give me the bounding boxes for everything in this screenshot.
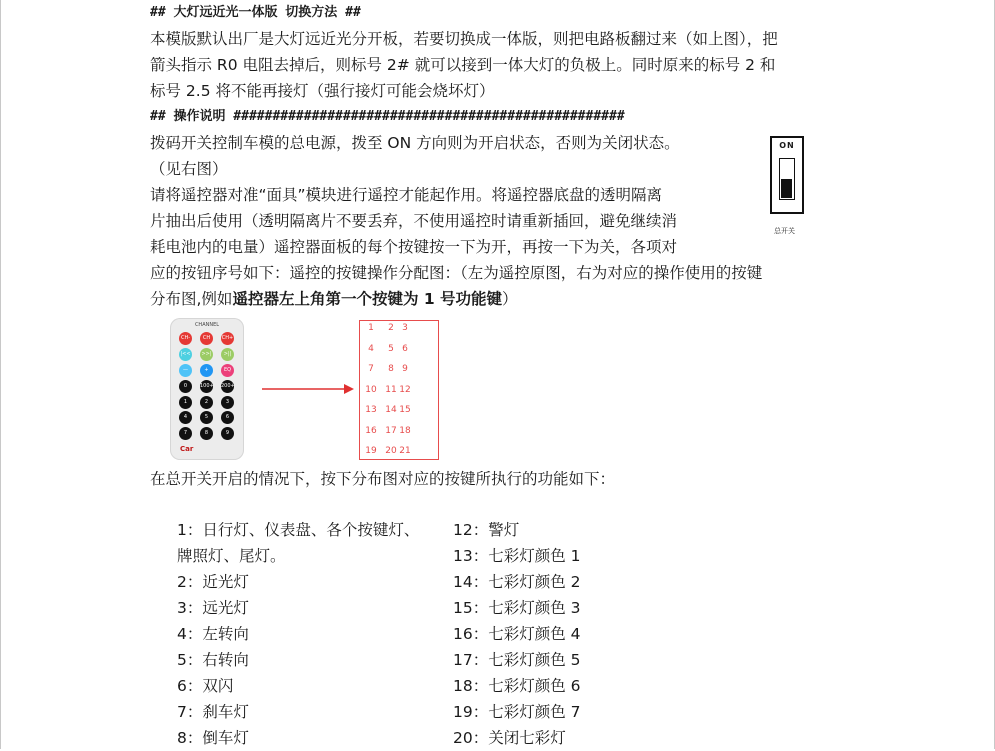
remote-button: 0 [179, 380, 192, 393]
remote-button: CH- [179, 332, 192, 345]
grid-button-number: 2 [388, 323, 394, 333]
remote-button: 6 [221, 411, 234, 424]
paragraph-line: 耗电池内的电量）遥控器面板的每个按键按一下为开，再按一下为关，各项对 [150, 238, 678, 256]
grid-button-number: 12 [399, 384, 411, 395]
remote-button: 2 [200, 396, 213, 409]
remote-control-figure [170, 318, 244, 460]
grid-button-number: 3 [402, 323, 408, 333]
remote-button: 9 [221, 427, 234, 440]
section-heading-switch-method: ## 大灯远近光一体版 切换方法 ## [150, 5, 361, 20]
function-item: 17：七彩灯颜色 5 [453, 651, 581, 669]
function-item: 7：刹车灯 [177, 703, 249, 721]
function-item: 14：七彩灯颜色 2 [453, 573, 581, 591]
function-item: 1：日行灯、仪表盘、各个按键灯、 [177, 521, 420, 539]
remote-button: 7 [179, 427, 192, 440]
remote-button: >>| [200, 348, 213, 361]
function-item: 18：七彩灯颜色 6 [453, 677, 581, 695]
grid-button-number: 15 [399, 405, 411, 415]
function-item: 15：七彩灯颜色 3 [453, 599, 581, 617]
paragraph-line: （见右图） [150, 160, 228, 178]
section-heading-operation: ## 操作说明 ################################################## [150, 109, 625, 124]
function-item: 12：警灯 [453, 521, 520, 539]
function-item: 16：七彩灯颜色 4 [453, 625, 581, 643]
remote-button: — [179, 364, 192, 377]
function-item: 19：七彩灯颜色 7 [453, 703, 581, 721]
paragraph-line: 应的按钮序号如下：遥控的按键操作分配图：（左为遥控原图，右为对应的操作使用的按键 [150, 264, 763, 282]
grid-button-number: 1 [368, 323, 374, 333]
remote-button: CH+ [221, 332, 234, 345]
grid-button-number: 20 [385, 446, 397, 456]
grid-button-number: 11 [385, 384, 397, 395]
grid-button-number: 14 [385, 405, 397, 415]
grid-button-number: 10 [365, 384, 377, 395]
remote-button: 3 [221, 396, 234, 409]
remote-button: 8 [200, 427, 213, 440]
paragraph-line: 标号 2.5 将不能再接灯（强行接灯可能会烧坏灯） [150, 82, 495, 100]
paragraph-text: 分布图,例如 [150, 290, 233, 308]
grid-button-number: 4 [368, 343, 374, 354]
function-item: 13：七彩灯颜色 1 [453, 547, 581, 565]
paragraph-text: ） [502, 290, 518, 308]
button-layout-grid [359, 320, 439, 460]
paragraph-line: 本模版默认出厂是大灯远近光分开板，若要切换成一体版，则把电路板翻过来（如上图），把 [150, 30, 778, 48]
grid-button-number: 17 [385, 425, 397, 436]
remote-button: |<< [179, 348, 192, 361]
function-item: 2：近光灯 [177, 573, 249, 591]
grid-button-number: 16 [365, 425, 377, 436]
arrow-right-icon [262, 383, 354, 395]
paragraph-line: 箭头指示 R0 电阻去掉后，则标号 2# 就可以接到一体大灯的负极上。同时原来的标号 2 和 [150, 56, 776, 74]
function-item: 5：右转向 [177, 651, 249, 669]
paragraph-line: 请将遥控器对准“面具”模块进行遥控才能起作用。将遥控器底盘的透明隔离 [150, 186, 663, 204]
function-item: 20：关闭七彩灯 [453, 729, 566, 747]
grid-button-number: 19 [365, 446, 377, 456]
remote-button: 4 [179, 411, 192, 424]
remote-channel-label: CHANNEL [194, 322, 220, 328]
paragraph-line [150, 286, 518, 312]
grid-button-number: 13 [365, 405, 377, 415]
grid-button-number: 7 [368, 364, 374, 374]
grid-button-number: 9 [402, 364, 408, 374]
switch-caption: 总开关 [774, 227, 795, 235]
function-item: 6：双闪 [177, 677, 234, 695]
remote-button: 1 [179, 396, 192, 409]
paragraph-line: 在总开关开启的情况下，按下分布图对应的按键所执行的功能如下： [150, 470, 616, 488]
grid-button-number: 6 [402, 343, 408, 354]
power-switch-figure [770, 136, 804, 214]
remote-button: 5 [200, 411, 213, 424]
remote-button: >|| [221, 348, 234, 361]
remote-button: CH [200, 332, 213, 345]
function-item: 牌照灯、尾灯。 [177, 547, 286, 565]
remote-button: 200+ [221, 380, 234, 393]
remote-button: 100+ [200, 380, 213, 393]
remote-button: + [200, 364, 213, 377]
switch-knob [781, 179, 792, 198]
grid-button-number: 5 [388, 343, 394, 354]
grid-button-number: 21 [399, 446, 411, 456]
switch-slot [779, 158, 795, 200]
function-item: 3：远光灯 [177, 599, 249, 617]
grid-button-number: 8 [388, 364, 394, 374]
bold-example-text: 遥控器左上角第一个按键为 1 号功能键 [232, 290, 503, 308]
function-item: 4：左转向 [177, 625, 249, 643]
switch-on-label: ON [779, 141, 795, 150]
paragraph-line: 拨码开关控制车模的总电源，拨至 ON 方向则为开启状态，否则为关闭状态。 [150, 134, 680, 152]
page-left-border [0, 0, 1, 749]
paragraph-line: 片抽出后使用（透明隔离片不要丢弃，不使用遥控时请重新插回，避免继续消 [150, 212, 678, 230]
function-item: 8：倒车灯 [177, 729, 249, 747]
remote-logo: Car [180, 445, 194, 453]
remote-button: EQ [221, 364, 234, 377]
grid-button-number: 18 [399, 425, 411, 436]
